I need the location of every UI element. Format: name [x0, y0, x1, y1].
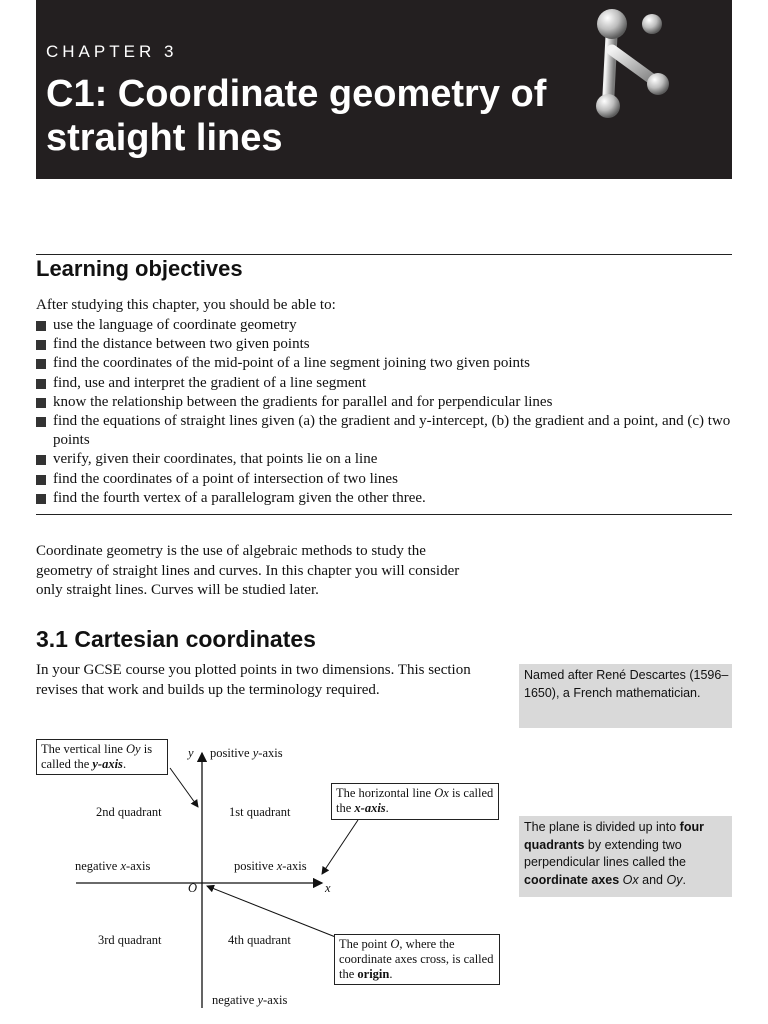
negative-x-label: negative x-axis — [75, 859, 151, 873]
list-item: find the coordinates of the mid-point of a line segment joining two given points — [36, 354, 736, 373]
positive-y-label: positive y-axis — [210, 746, 283, 760]
intro-paragraph: Coordinate geometry is the use of algebraic methods to study the geometry of straight lines and curves. In this chapter you will consider only straight lines. Curves will be studied later. — [36, 543, 460, 598]
negative-y-label: negative y-axis — [212, 993, 288, 1007]
x-axis-callout: The horizontal line Ox is called the x-axis. — [331, 783, 499, 820]
pointer-origin — [207, 886, 338, 938]
list-item: verify, given their coordinates, that points lie on a line — [36, 450, 736, 469]
quadrant-2-label: 2nd quadrant — [96, 805, 162, 819]
descartes-sidenote: Named after René Descartes (1596–1650), a French mathematician. — [519, 664, 732, 728]
y-axis-callout: The vertical line Oy is called the y-axis. — [36, 739, 168, 775]
list-item: find the equations of straight lines given (a) the gradient and y-intercept, (b) the gradient and a point, and (c) two points — [36, 412, 736, 450]
origin-callout: The point O, where the coordinate axes cross, is called the origin. — [334, 934, 500, 985]
quadrant-1-label: 1st quadrant — [229, 805, 291, 819]
quadrant-4-label: 4th quadrant — [228, 933, 291, 947]
list-item: find, use and interpret the gradient of a line segment — [36, 374, 736, 393]
list-item: know the relationship between the gradients for parallel and for perpendicular lines — [36, 393, 736, 412]
objectives-heading: Learning objectives — [36, 256, 243, 281]
list-item: find the distance between two given points — [36, 335, 736, 354]
pointer-x-axis — [322, 820, 358, 874]
list-item: find the coordinates of a point of intersection of two lines — [36, 470, 736, 489]
quadrant-3-label: 3rd quadrant — [98, 933, 162, 947]
plane-sidenote: The plane is divided up into four quadrants by extending two perpendicular lines called the coordinate axes Ox and Oy. — [519, 816, 732, 897]
positive-x-label: positive x-axis — [234, 859, 307, 873]
chapter-title: C1: Coordinate geometry of straight lines — [46, 73, 547, 159]
pointer-y-axis — [170, 768, 198, 807]
objectives-intro: After studying this chapter, you should be able to: — [36, 297, 336, 313]
list-item: find the fourth vertex of a parallelogram given the other three. — [36, 489, 736, 508]
chapter-label: CHAPTER 3 — [46, 42, 178, 61]
section-heading: 3.1 Cartesian coordinates — [36, 626, 316, 652]
y-axis-letter: y — [188, 746, 194, 760]
list-item: use the language of coordinate geometry — [36, 316, 736, 335]
x-axis-letter: x — [325, 881, 331, 895]
section-paragraph: In your GCSE course you plotted points in two dimensions. This section revises that work and builds up the terminology required. — [36, 662, 471, 698]
origin-letter: O — [188, 881, 198, 895]
